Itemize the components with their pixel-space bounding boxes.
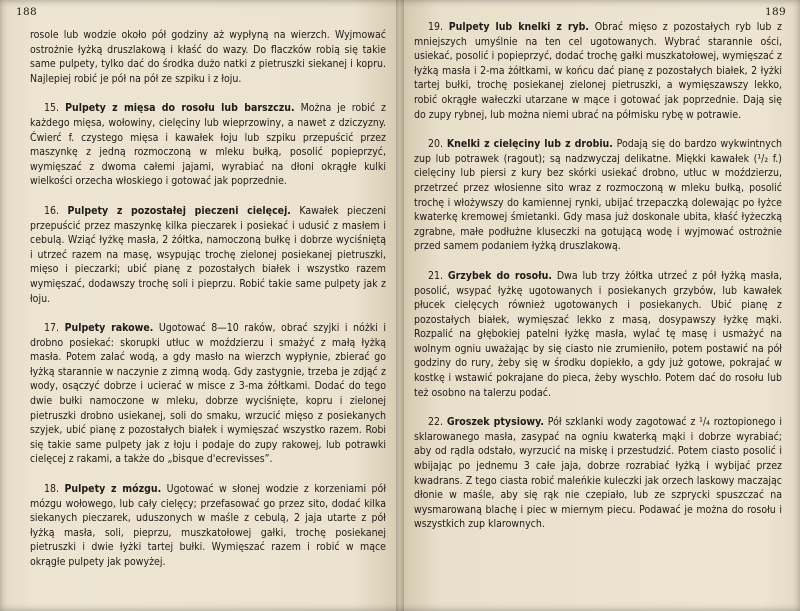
recipe-20 xyxy=(414,137,782,254)
recipe-text: Dwa lub trzy żółtka utrzeć z pół łyżką masła, posolić, wsypać łyżkę ugotowanych i posiekanych grzybów, lub kawałek płucek cielęcych również ugotowanych i posiekanych. Ubić pianę z pozostałych białek, wymięszać lekko z masą, dosypawszy łyżkę mąki. Rozpalić na głębokiej patelni łyżkę masła, wylać tę masę i usmażyć na wolnym ogniu uważając by się ciasto nie zrumieniło, potem postawić na pół godziny do rury, żeby się w środku dopiekło, a gdy już gotowe, pokrajać w kostkę i wstawić pokrajane do pieca, żeby wyschło. Potem dać do rosołu lub też osobno na talerzu podać. xyxy=(414,269,783,399)
recipe-number: 17. xyxy=(44,322,60,335)
book-gutter xyxy=(396,0,404,611)
left-page-text xyxy=(30,28,386,570)
recipe-text: Pół szklanki wody zagotować z ¹/₄ roztopionego i sklarowanego masła, zasypać na ogniu kwaterką mąki i dobrze wyrabiać; aby od rądla odstało, wyrzucić na miskę i przestudzić. Potem ciasto posolić i wbijając po jednemu 3 całe jaja, dobrze rozrabiać łyżką i wybijać przez kwadrans. Z tego ciasta robić maleńkie kuleczki jak orzech laskowy maczając dłonie w maśle, aby się rąk nie czepiało, lub ze szprycki spuszczać na wysmarowaną blachę i piec w miernym piecu. Podawać je można do rosołu i wszystkich zup klarownych. xyxy=(414,416,783,531)
recipe-title: Pulpety lub knelki z ryb. xyxy=(448,21,590,33)
recipe-text: Obrać mięso z pozostałych ryb lub z mniejszych umyślnie na ten cel ugotowanych. Wybrać starannie ości, usiekać, posolić i popieprzyć, dodać trochę gałki muszkatołowej, wymięszać z łyżką masła i 2-ma żółtkami, w końcu dać pianę z pozostałych białek, 2 łyżki tartej bułki, trochę posiekanej zielonej pietruszki, a wymięszawszy lekko, robić okrągłe wałeczki utarzane w mące i gotować jak poprzednie. Dają się do zupy rybnej, lub można niemi ubrać na półmisku rybę w potrawie. xyxy=(414,21,783,121)
recipe-number: 20. xyxy=(428,138,444,151)
page-number-left: 188 xyxy=(16,6,37,18)
right-page xyxy=(400,0,800,611)
recipe-text: Ugotować 8—10 raków, obrać szyjki i nóżki i drobno posiekać: skorupki utłuc w moździerzu i smażyć z małą łyżką masła. Potem zalać wodą, a gdy masło na wierzch wypłynie, zbierać go łyżką starannie w naczynie z zimną wodą. Gdy zastygnie, trzeba je zdjąć z wody, osączyć dobrze i ucierać w misce z 3-ma żółtkami. Dodać do tego dwie bułki namoczone w mleku, dobrze wyciśnięte, kopru i zielonej pietruszki drobno usiekanej, soli do smaku, wrzucić mięso z posiekanych szyjek, ubić pianę z pozostałych białek i wymięszać wszystko razem. Robi się takie same pulpety jak z łoju i podaje do zupy rakowej, lub potrawki cielęcej z rakami, a także do „bisque d'ecrevisses”. xyxy=(30,322,387,466)
recipe-18 xyxy=(30,482,386,570)
right-page-text xyxy=(414,20,782,532)
recipe-number: 21. xyxy=(428,269,444,282)
page-number-right: 189 xyxy=(765,6,786,18)
recipe-number: 16. xyxy=(44,204,60,217)
recipe-17 xyxy=(30,321,386,467)
recipe-16 xyxy=(30,204,386,306)
recipe-title: Pulpety z mózgu. xyxy=(64,483,162,496)
recipe-title: Pulpety z pozostałej pieczeni cielęcej. xyxy=(67,204,291,217)
recipe-15 xyxy=(30,101,386,189)
recipe-21 xyxy=(414,269,782,400)
recipe-number: 22. xyxy=(428,416,444,429)
recipe-number: 19. xyxy=(428,21,444,33)
recipe-number: 15. xyxy=(44,102,60,115)
continued-paragraph: rosole lub wodzie około pół godziny aż wypłyną na wierzch. Wyjmować ostrożnie łyżką druszlakową i kłaść do wazy. Do flaczków robią się takie same pulpety, tylko dać do środka dużo natki z pietruszki siekanej i kopru. Najlepiej robić je pół na pół ze szpiku i z łoju. xyxy=(30,29,386,85)
recipe-title: Pulpety z mięsa do rosołu lub barszczu. xyxy=(65,102,295,115)
recipe-text: Kawałek pieczeni przepuścić przez maszynkę kilka pieczarek i posiekać i udusić z masłem i cebulą. Wziąć łyżkę masła, 2 żółtka, namoczoną bułkę i dobrze wyciśniętą i utrzeć razem na masę, wsypując trochę zielonej posiekanej pietruszki, mięso i pieczarki; ubić pianę z pozostałych białek i wszystko razem wymięszać, dodawszy trochę soli i pieprzu. Robić takie same pulpety jak z łoju. xyxy=(30,204,387,305)
recipe-title: Knelki z cielęciny lub z drobiu. xyxy=(446,138,613,151)
recipe-22 xyxy=(414,415,782,532)
recipe-title: Pulpety rakowe. xyxy=(64,322,154,335)
recipe-number: 18. xyxy=(44,483,60,496)
recipe-text: Ugotować w słonej wodzie z korzeniami pół mózgu wołowego, lub cały cielęcy; przefasować go przez sito, dodać kilka siekanych pieczarek, uduszonych w maśle z cebulą, 2 jaja utarte z pół łyżką masła, soli, pieprzu, muszkatołowej gałki, trochę posiekanej pietruszki i dwie łyżki tartej bułki. Wymięszać razem i robić w mące okrągłe pulpety jak powyżej. xyxy=(30,483,387,568)
recipe-title: Grzybek do rosołu. xyxy=(447,269,552,282)
recipe-19 xyxy=(414,20,782,122)
recipe-text: Podają się do bardzo wykwintnych zup lub potrawek (ragout); są nadzwyczaj delikatne. Miękki kawałek (¹/₂ f.) cielęciny lub piersi z kury bez skórki usiekać drobno, utłuc w moździerzu, przetrzeć przez włosienne sito wraz z rozmoczoną w mleku bułką, posolić trochę i włożywszy do kamiennej rynki, ubijać trzepaczką dolewając po łyżce kwaterkę kremowej śmietanki. Gdy masa już doskonale ubita, kłaść łyżeczką zgrabne, małe podłużne kluseczki na gotującą wodę i wyjmować ostrożnie przed samem podaniem łyżką druszlakową. xyxy=(414,138,783,253)
recipe-title: Groszek ptysiowy. xyxy=(446,416,544,429)
recipe-text: Można je robić z każdego mięsa, wołowiny, cielęciny lub wieprzowiny, a nawet z dziczyzny. Ćwierć f. czystego mięsa i kawałek łoju lub szpiku przepuścić przez maszynkę z jedną rozmoczoną w mleku bułką, posolić popieprzyć, wymięszać z dwoma całemi jajami, wyrabiać na dłoni okrągłe kulki wielkości orzecha włoskiego i gotować jak poprzednie. xyxy=(30,102,387,188)
